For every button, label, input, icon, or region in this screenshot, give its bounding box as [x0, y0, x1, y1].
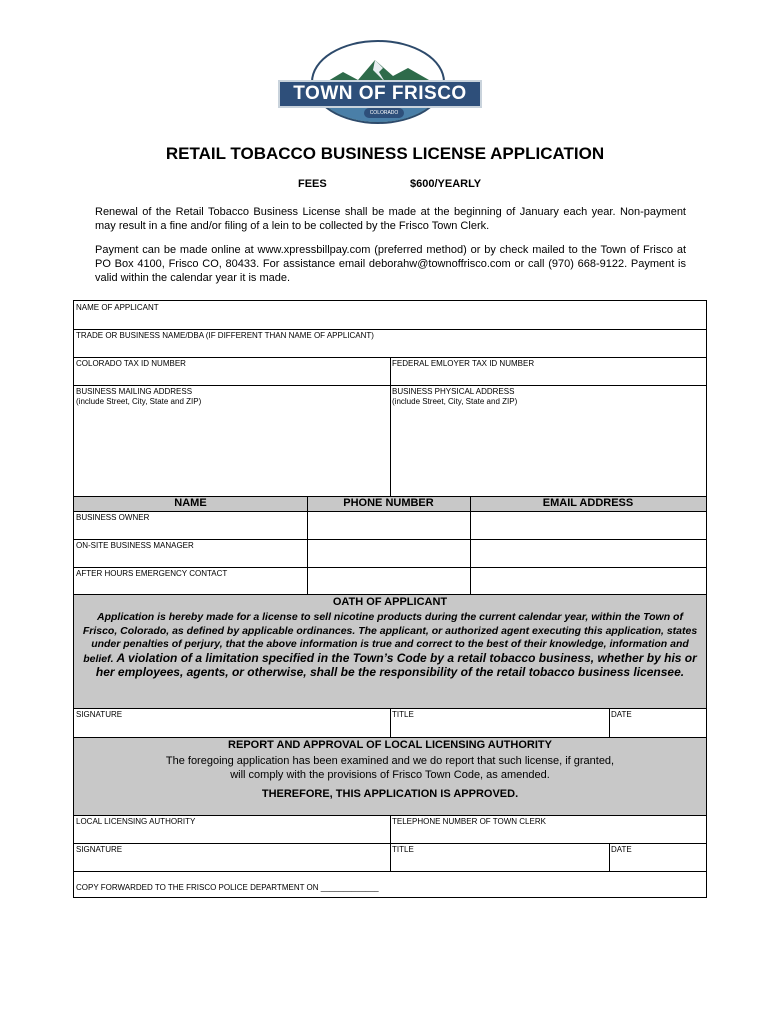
physical-address-hint: (include Street, City, State and ZIP) [392, 397, 518, 406]
col-email-header: EMAIL ADDRESS [542, 497, 634, 509]
payment-paragraph: Payment can be made online at www.xpressbillpay.com (preferred method) or by check mailed to the Town of Frisco at PO Box 4100, Frisco CO, 80433. For assistance email deborahw@townoffrisco.com or call (970) 668-9122. Payment is valid within the calendar year it is made. [95, 244, 686, 284]
owner-phone-field[interactable] [307, 511, 470, 539]
local-authority-label: LOCAL LICENSING AUTHORITY [76, 817, 196, 826]
fees-label: FEES [298, 178, 327, 190]
emergency-phone-field[interactable] [307, 567, 470, 594]
owner-email-field[interactable] [470, 511, 706, 539]
emergency-email-field[interactable] [470, 567, 706, 594]
colorado-tax-id-field[interactable] [74, 357, 390, 385]
report-text-line-2: will comply with the provisions of Frisco Town Code, as amended. [230, 769, 550, 781]
clerk-phone-label: TELEPHONE NUMBER OF TOWN CLERK [392, 817, 546, 826]
clerk-phone-field[interactable] [390, 815, 706, 843]
report-text [74, 754, 706, 782]
manager-email-field[interactable] [470, 539, 706, 567]
federal-tax-id-field[interactable] [390, 357, 706, 385]
report-title: REPORT AND APPROVAL OF LOCAL LICENSING AUTHORITY [228, 739, 552, 751]
federal-tax-id-label: FEDERAL EMLOYER TAX ID NUMBER [392, 359, 535, 368]
fees-value: $600/YEARLY [410, 178, 482, 190]
copy-forwarded-label: COPY FORWARDED TO THE FRISCO POLICE DEPARTMENT ON _____________ [76, 883, 379, 892]
col-name-header: NAME [174, 497, 207, 509]
town-logo [278, 38, 482, 124]
oath-violation-text: A violation of a limitation specified in the Town’s Code by a retail tobacco business, whether by his or her employees, agents, or otherwise, shall be the responsibility of the retail tobacco business licensee. [95, 650, 697, 679]
trade-name-label: TRADE OR BUSINESS NAME/DBA (IF DIFFERENT THAN NAME OF APPLICANT) [76, 331, 374, 340]
manager-field[interactable] [74, 539, 307, 567]
title-field[interactable] [390, 708, 609, 737]
business-owner-label: BUSINESS OWNER [76, 513, 150, 522]
title-label: TITLE [392, 710, 414, 719]
report-text-line-1: The foregoing application has been examined and we do report that such license, if granted, [165, 755, 615, 767]
name-of-applicant-field[interactable] [74, 301, 706, 329]
business-owner-field[interactable] [74, 511, 307, 539]
authority-date-field[interactable] [609, 843, 706, 871]
mailing-address-field[interactable] [74, 385, 390, 496]
emergency-contact-field[interactable] [74, 567, 307, 594]
logo-band [278, 80, 482, 108]
authority-title-label: TITLE [392, 845, 414, 854]
col-phone-header: PHONE NUMBER [343, 497, 434, 509]
copy-forwarded-field[interactable] [74, 871, 706, 897]
page-title: RETAIL TOBACCO BUSINESS LICENSE APPLICATION [165, 144, 605, 163]
logo-text: TOWN OF FRISCO [293, 83, 467, 104]
local-authority-field[interactable] [74, 815, 390, 843]
mailing-address-hint: (include Street, City, State and ZIP) [76, 397, 202, 406]
authority-title-field[interactable] [390, 843, 609, 871]
date-field[interactable] [609, 708, 706, 737]
date-label: DATE [611, 710, 632, 719]
name-of-applicant-label: NAME OF APPLICANT [76, 303, 159, 312]
physical-address-field[interactable] [390, 385, 706, 496]
logo-subtext: COLORADO [364, 108, 404, 118]
emergency-contact-label: AFTER HOURS EMERGENCY CONTACT [76, 569, 228, 578]
renewal-paragraph: Renewal of the Retail Tobacco Business License shall be made at the beginning of January each year. Non-payment may result in a fine and/or filing of a lein to be collected by the Frisco Town Clerk. [95, 206, 686, 232]
trade-name-field[interactable] [74, 329, 706, 357]
approved-text: THEREFORE, THIS APPLICATION IS APPROVED. [261, 788, 519, 800]
oath-body: Application is hereby made for a license to sell nicotine products during the current calendar year, within the Town of Frisco, Colorado, as defined by applicable ordinances. The applicant, or authorized agent executing this application, states under penalties of perjury, that the above information is true and correct to the best of their knowledge, information and belief. [82, 611, 698, 665]
authority-date-label: DATE [611, 845, 632, 854]
manager-label: ON-SITE BUSINESS MANAGER [76, 541, 194, 550]
manager-phone-field[interactable] [307, 539, 470, 567]
oath-title: OATH OF APPLICANT [332, 596, 448, 608]
colorado-tax-id-label: COLORADO TAX ID NUMBER [76, 359, 186, 368]
application-form [73, 300, 707, 898]
authority-signature-field[interactable] [74, 843, 390, 871]
signature-label: SIGNATURE [76, 710, 123, 719]
oath-text [80, 611, 700, 681]
signature-field[interactable] [74, 708, 390, 737]
physical-address-label: BUSINESS PHYSICAL ADDRESS [392, 387, 515, 396]
authority-signature-label: SIGNATURE [76, 845, 123, 854]
mailing-address-label: BUSINESS MAILING ADDRESS [76, 387, 193, 396]
